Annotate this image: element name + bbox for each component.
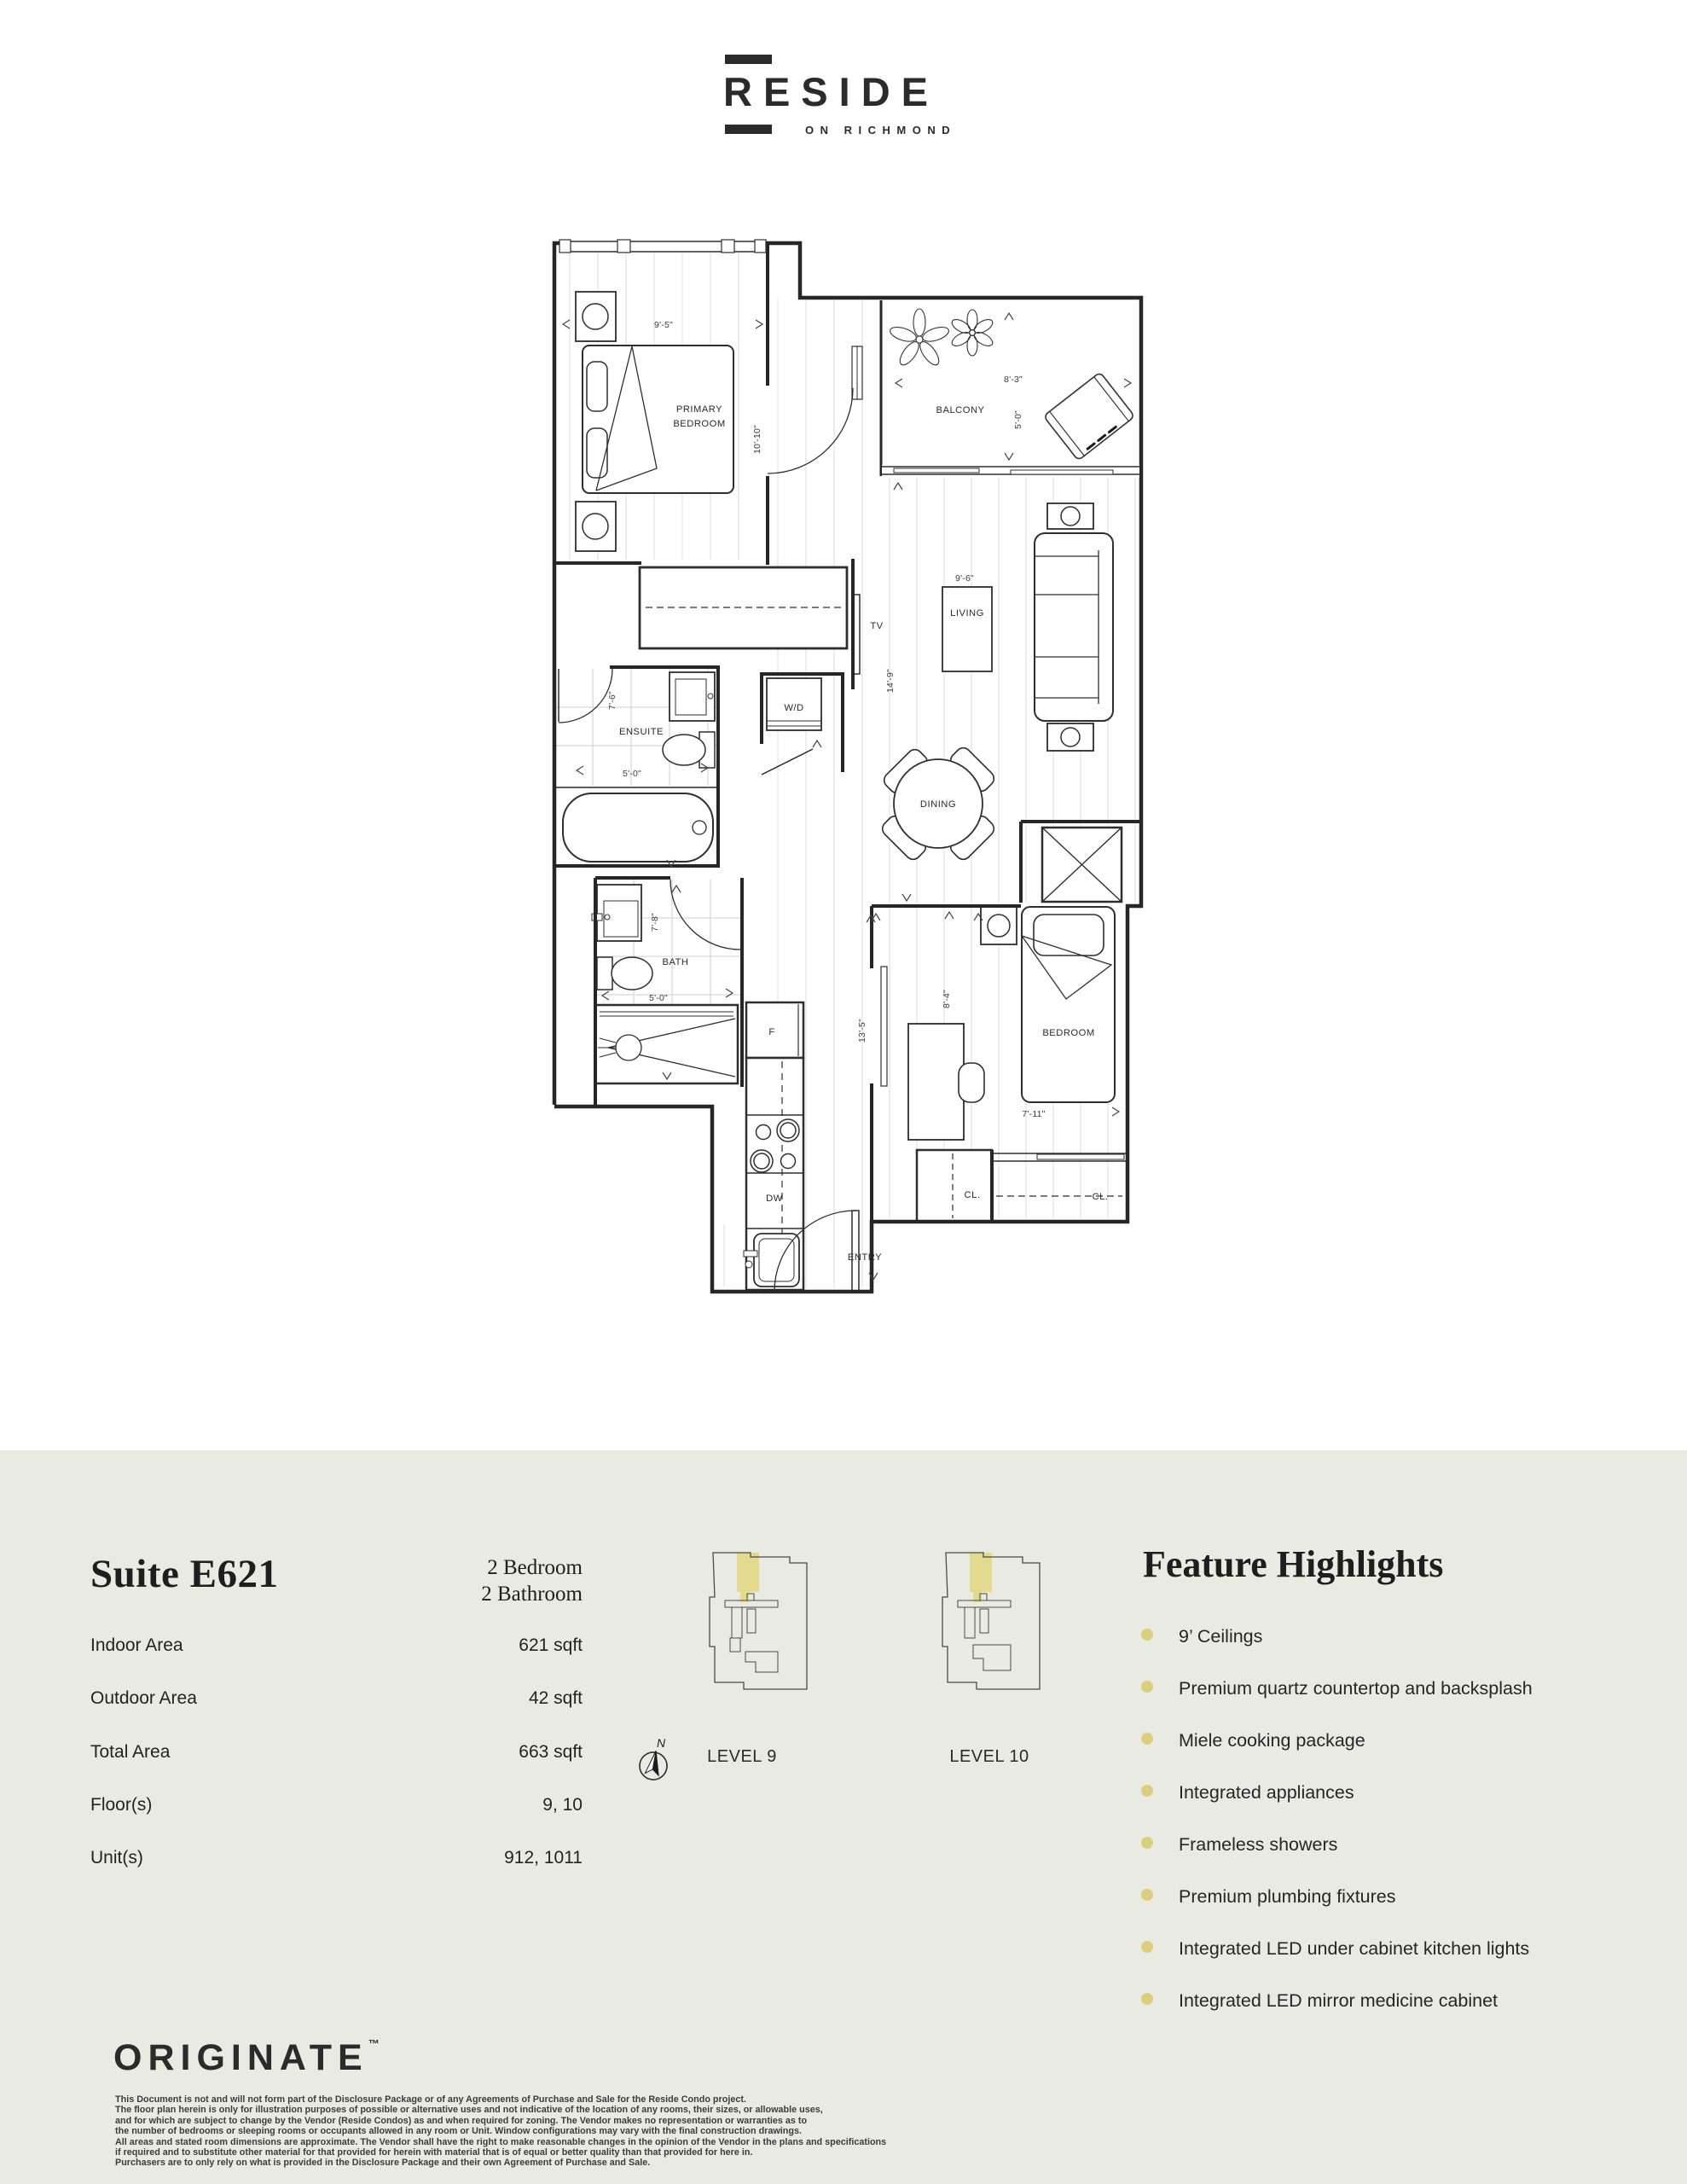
building-core: [725, 1594, 778, 1672]
svg-text:9'-6": 9'-6": [955, 573, 974, 584]
entry-door-leaf: [852, 1211, 859, 1292]
suite-title: Suite E621: [90, 1552, 279, 1596]
svg-text:8'-3": 8'-3": [1004, 375, 1023, 385]
bath-label: BATH: [662, 957, 689, 967]
lounge-chair: [1044, 372, 1135, 461]
primary-bedroom-label: PRIMARY: [675, 404, 723, 415]
svg-text:5'-0": 5'-0": [623, 769, 641, 779]
svg-text:13'-5": 13'-5": [857, 1019, 867, 1043]
feature-item: Integrated LED under cabinet kitchen lights: [1141, 1938, 1529, 1960]
brand-name: RESIDE: [723, 69, 939, 114]
logo-bottom-bar: [725, 125, 772, 134]
disclaimer: This Document is not and will not form part of the Disclosure Package or of any Agreements of Purchase and Sale for the Reside Condo project. The floor plan herein is only for illustration purposes of possible or alternative uses and not indicative of the location of any rooms, their sizes, or allowable uses, and for which are subject to change by the Vendor (Reside Condos) as and when required for zoning. The Vendor makes no representation or warranties as to the number of bedrooms or sleeping rooms or occupants allowed in any room or Unit. Window configurations may vary with the final construction drawings. All areas and stated room dimensions are approximate. The Vendor shall have the right to make reasonable changes in the opinion of the Vendor in the plans and specifications if required and to substitute other material for that provided for herein with material that is of equal or better quality than that provided for here in. Purchasers are to only rely on what is provided in the Disclosure Package and their own Agreement of Purchase and Sale.: [115, 2094, 887, 2169]
bathtub: [563, 793, 713, 862]
bullet-icon: [1141, 1941, 1153, 1953]
closet-label: CL.: [964, 1190, 981, 1200]
coffee-table: [942, 587, 992, 671]
svg-text:BEDROOM: BEDROOM: [673, 419, 726, 429]
svg-text:14'-9": 14'-9": [885, 669, 896, 693]
fridge-label: F: [768, 1027, 775, 1037]
plant-icon: [950, 310, 995, 356]
bedroom-label: BEDROOM: [1042, 1028, 1095, 1038]
entry-label: ENTRY: [847, 1252, 883, 1263]
compass-north-label: N: [657, 1736, 666, 1750]
tv-unit: [854, 595, 860, 674]
logo-top-bar: [725, 55, 772, 64]
svg-text:7'-6": 7'-6": [607, 691, 617, 710]
ensuite-label: ENSUITE: [619, 727, 664, 737]
info-band: [0, 1450, 1687, 2184]
feature-item: Premium quartz countertop and backsplash: [1141, 1678, 1533, 1699]
tv-label: TV: [870, 621, 884, 631]
brand-tagline: ON RICHMOND: [805, 124, 957, 136]
plant-icon: [889, 309, 951, 368]
closet-slider: [1037, 1154, 1124, 1159]
svg-text:9'-5": 9'-5": [654, 320, 673, 330]
feature-item: Integrated appliances: [1141, 1782, 1354, 1804]
bedroom-sliding-door: [881, 967, 887, 1086]
bullet-icon: [1141, 1681, 1153, 1693]
bullet-icon: [1141, 1837, 1153, 1849]
feature-item: 9’ Ceilings: [1141, 1626, 1262, 1647]
suite-type: 2 Bedroom 2 Bathroom: [481, 1556, 583, 1606]
compass-icon: [634, 1735, 673, 1785]
dining-label: DINING: [919, 799, 957, 810]
suite-row: Total Area 663 sqft: [90, 1742, 583, 1762]
unit-highlight: [737, 1553, 759, 1602]
floor-plan: [537, 222, 1151, 1305]
feature-item: Integrated LED mirror medicine cabinet: [1141, 1990, 1498, 2012]
bullet-icon: [1141, 1889, 1153, 1901]
level9-label: LEVEL 9: [707, 1747, 777, 1766]
features-title: Feature Highlights: [1143, 1543, 1444, 1585]
brand-logo: [723, 49, 971, 139]
living-label: LIVING: [950, 608, 984, 619]
closet-left: [917, 1150, 992, 1222]
suite-row: Outdoor Area 42 sqft: [90, 1688, 583, 1708]
bullet-icon: [1141, 1629, 1153, 1641]
suite-row: Indoor Area 621 sqft: [90, 1635, 583, 1655]
trademark-icon: ™: [368, 2037, 380, 2050]
keyplan-level10: [932, 1544, 1060, 1715]
suite-row: Floor(s) 9, 10: [90, 1795, 583, 1815]
originate-logo: ORIGINATE™: [113, 2037, 380, 2078]
desk: [908, 1024, 964, 1140]
feature-item: Frameless showers: [1141, 1834, 1337, 1856]
svg-text:10'-10": 10'-10": [752, 425, 762, 454]
unit-highlight: [970, 1553, 992, 1602]
svg-text:7'-11": 7'-11": [1022, 1109, 1046, 1119]
keyplan-level9: [699, 1544, 827, 1715]
sofa: [1035, 533, 1113, 721]
building-core: [958, 1594, 1011, 1670]
svg-text:7'-8": 7'-8": [650, 913, 660, 932]
svg-text:8'-4": 8'-4": [942, 990, 952, 1008]
feature-item: Premium plumbing fixtures: [1141, 1886, 1396, 1908]
dw-label: DW: [766, 1194, 783, 1204]
bullet-icon: [1141, 1733, 1153, 1745]
fixtures: [563, 292, 1126, 1292]
level10-label: LEVEL 10: [949, 1747, 1029, 1766]
suite-row: Unit(s) 912, 1011: [90, 1848, 583, 1867]
feature-item: Miele cooking package: [1141, 1730, 1365, 1751]
svg-text:5'-0": 5'-0": [1013, 410, 1023, 429]
desk-chair: [959, 1063, 984, 1102]
svg-text:5'-0": 5'-0": [649, 993, 668, 1003]
closet-label: CL.: [1092, 1192, 1109, 1202]
bullet-icon: [1141, 1785, 1153, 1797]
bath-toilet: [597, 957, 612, 990]
balcony-label: BALCONY: [936, 405, 985, 415]
wd-label: W/D: [784, 703, 804, 713]
bullet-icon: [1141, 1993, 1153, 2005]
